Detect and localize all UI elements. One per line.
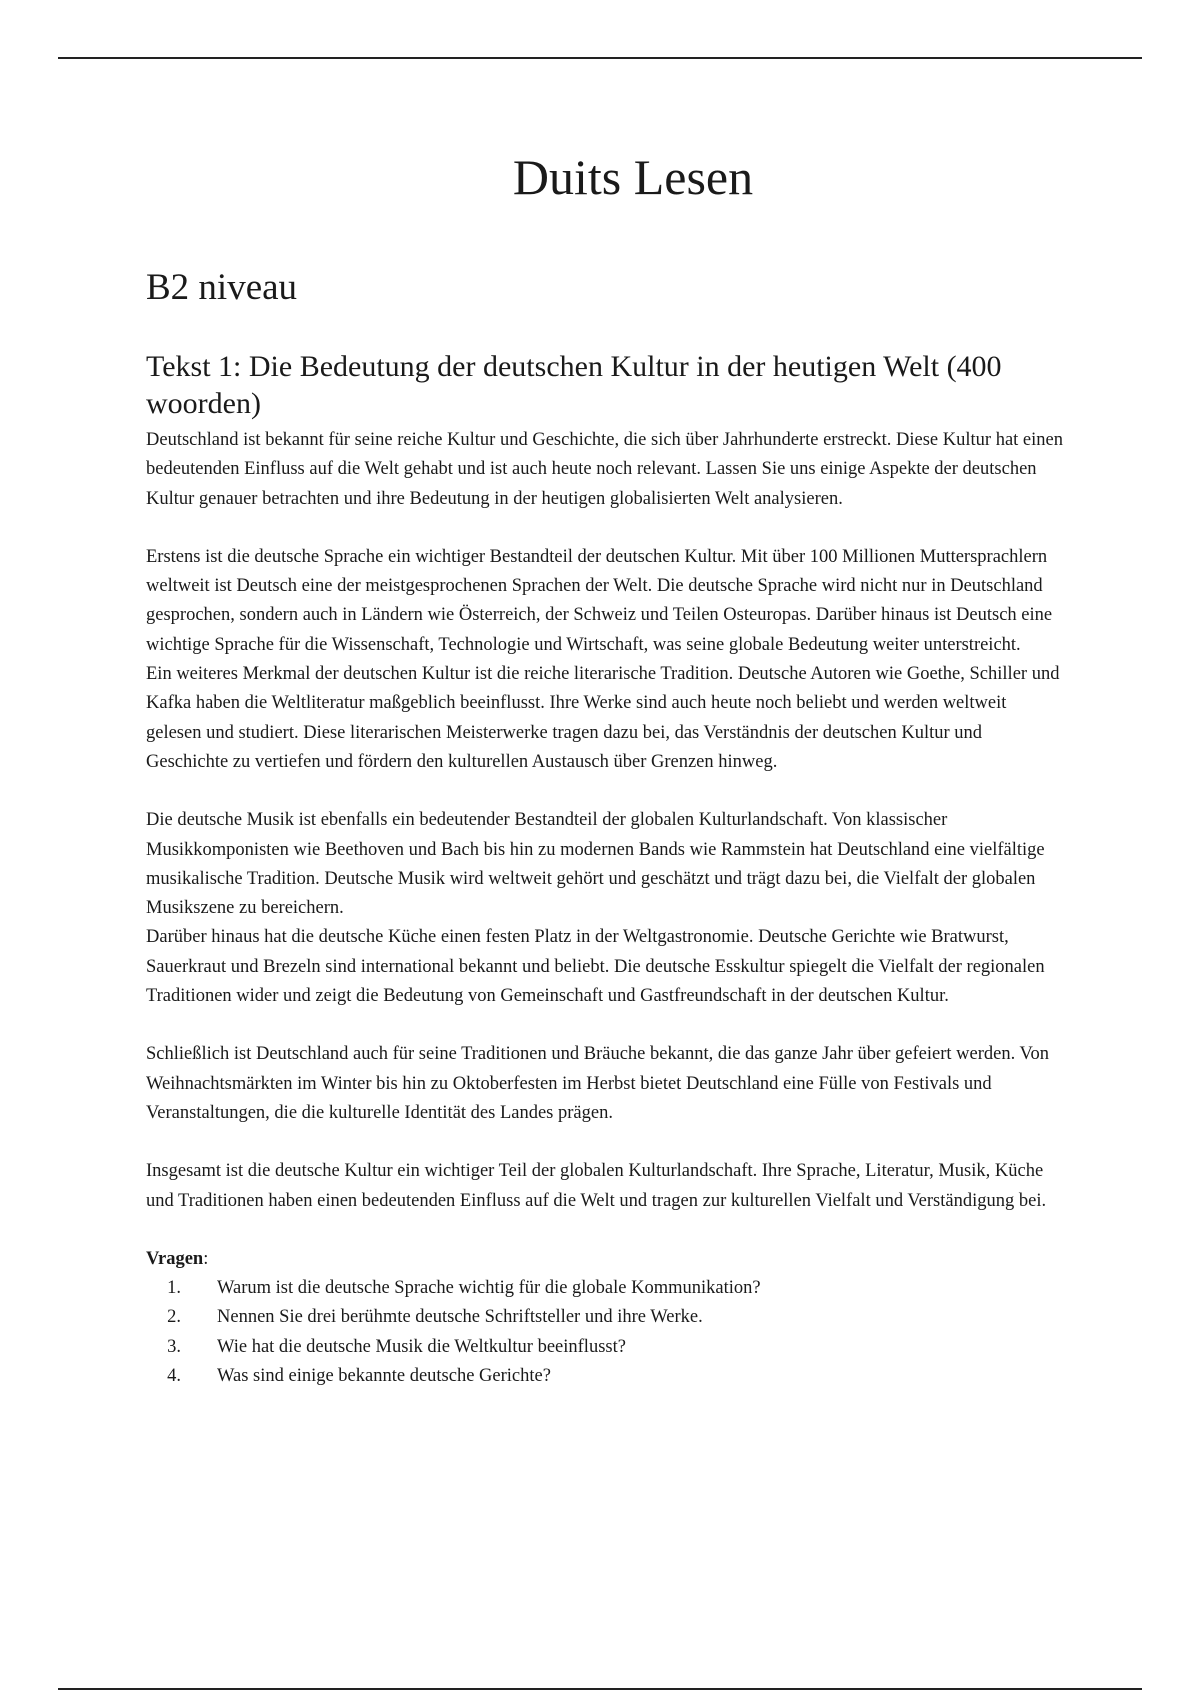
paragraph: Deutschland ist bekannt für seine reiche Kultur und Geschichte, die sich über Jahrhunderte erstreckt. Diese Kultur hat einen bedeutenden Einfluss auf die Welt gehabt und ist auch heute noch relevant. Lassen Sie uns einige Aspekte der deutschen Kultur genauer betrachten und ihre Bedeutung in der heutigen globalisierten Welt analysieren. xyxy=(146,430,1063,509)
paragraph: Die deutsche Musik ist ebenfalls ein bedeutender Bestandteil der globalen Kulturlandschaft. Von klassischer Musikkomponisten wie Beethoven und Bach bis hin zu modernen Bands wie Rammstein hat Deutschland eine vielfältige musikalische Tradition. Deutsche Musik wird weltweit gehört und geschätzt und trägt dazu bei, die Vielfalt der globalen Musikszene zu bereichern. xyxy=(146,810,1045,919)
document-title: Duits Lesen xyxy=(512,149,754,205)
level-heading: B2 niveau xyxy=(146,267,298,308)
question-item xyxy=(146,1333,1066,1362)
question-item xyxy=(146,1274,1066,1303)
top-rule xyxy=(58,57,1142,59)
question-number: 3. xyxy=(167,1336,181,1357)
question-number: 4. xyxy=(167,1366,181,1387)
question-number: 1. xyxy=(167,1278,181,1299)
document-body xyxy=(146,140,1066,1391)
paragraph: Ein weiteres Merkmal der deutschen Kultur ist die reiche literarische Tradition. Deutsche Autoren wie Goethe, Schiller und Kafka haben die Weltliteratur maßgeblich beeinflusst. Ihre Werke sind auch heute noch beliebt und werden weltweit gelesen und studiert. Diese literarischen Meisterwerke tragen dazu bei, das Verständnis der deutschen Kultur und Geschichte zu vertiefen und fördern den kulturellen Austausch über Grenzen hinweg. xyxy=(146,664,1060,772)
question-item xyxy=(146,1303,1066,1332)
question-item xyxy=(146,1362,1066,1391)
question-text: Nennen Sie drei berühmte deutsche Schriftsteller und ihre Werke. xyxy=(217,1307,703,1328)
bottom-rule xyxy=(58,1688,1142,1690)
question-text: Was sind einige bekannte deutsche Gerichte? xyxy=(217,1366,551,1387)
paragraph: Schließlich ist Deutschland auch für seine Traditionen und Bräuche bekannt, die das ganze Jahr über gefeiert werden. Von Weihnachtsmärkten im Winter bis hin zu Oktoberfesten im Herbst bietet Deutschland eine Fülle von Festivals und Veranstaltungen, die die kulturelle Identität des Landes prägen. xyxy=(146,1044,1049,1123)
question-number: 2. xyxy=(167,1307,181,1328)
question-text: Wie hat die deutsche Musik die Weltkultur beeinflusst? xyxy=(217,1336,626,1357)
paragraph: Erstens ist die deutsche Sprache ein wichtiger Bestandteil der deutschen Kultur. Mit über 100 Millionen Muttersprachlern weltweit ist Deutsch eine der meistgesprochenen Sprachen der Welt. Die deutsche Sprache wird nicht nur in Deutschland gesprochen, sondern auch in Ländern wie Österreich, der Schweiz und Teilen Osteuropas. Darüber hinaus ist Deutsch eine wichtige Sprache für die Wissenschaft, Technologie und Wirtschaft, was seine globale Bedeutung weiter unterstreicht. xyxy=(146,546,1053,655)
questions-label-colon: : xyxy=(203,1248,209,1269)
paragraph: Insgesamt ist die deutsche Kultur ein wichtiger Teil der globalen Kulturlandschaft. Ihre Sprache, Literatur, Musik, Küche und Traditionen haben einen bedeutenden Einfluss auf die Welt und tragen zur kulturellen Vielfalt und Verständigung bei. xyxy=(146,1161,1047,1211)
question-text: Warum ist die deutsche Sprache wichtig für die globale Kommunikation? xyxy=(217,1278,761,1299)
questions-label-text: Vragen xyxy=(146,1248,204,1269)
questions-list xyxy=(146,1274,1066,1391)
text-heading: Tekst 1: Die Bedeutung der deutschen Kultur in der heutigen Welt (400 woorden) xyxy=(146,350,1002,420)
text-body xyxy=(146,426,1066,1245)
questions-label xyxy=(146,1245,1066,1274)
paragraph: Darüber hinaus hat die deutsche Küche einen festen Platz in der Weltgastronomie. Deutsche Gerichte wie Bratwurst, Sauerkraut und Brezeln sind international bekannt und beliebt. Die deutsche Esskultur spiegelt die Vielfalt der regionalen Traditionen wider und zeigt die Bedeutung von Gemeinschaft und Gastfreundschaft in der deutschen Kultur. xyxy=(146,927,1045,1007)
